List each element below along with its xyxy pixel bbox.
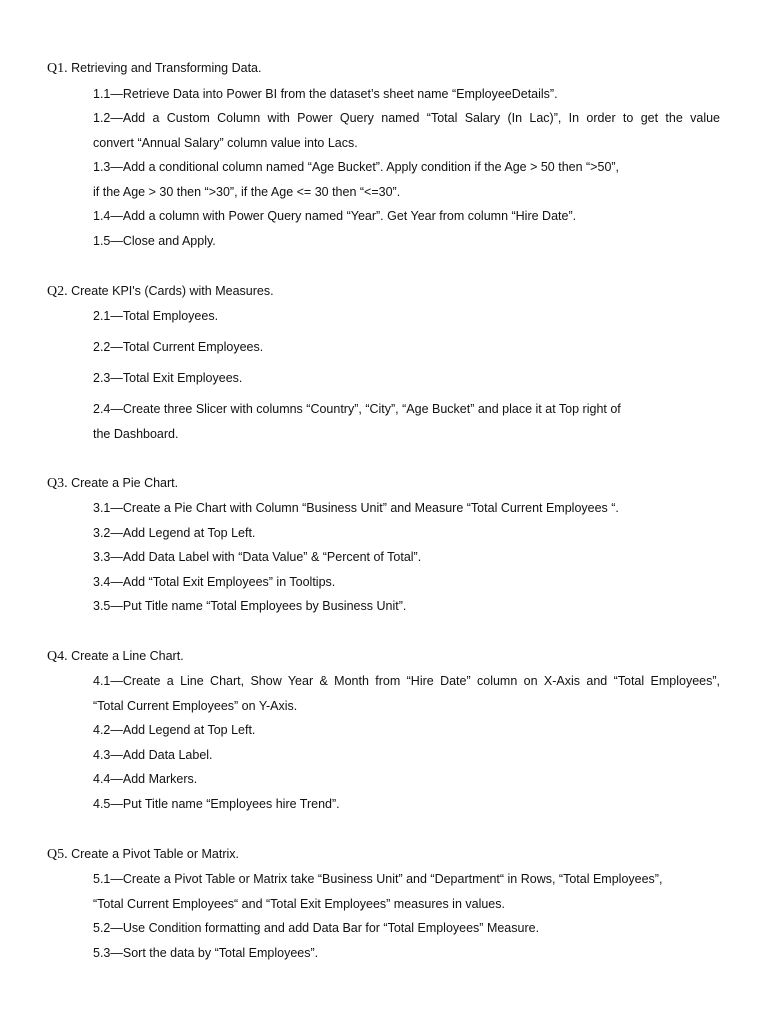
instruction-line: 2.3—Total Exit Employees.	[93, 371, 243, 385]
instruction-line: 5.2—Use Condition formatting and add Data Bar for “Total Employees” Measure.	[93, 921, 540, 935]
question-heading	[47, 846, 239, 863]
question-heading	[47, 648, 184, 665]
instruction-line: 3.3—Add Data Label with “Data Value” & “Percent of Total”.	[93, 550, 422, 564]
question-heading	[47, 475, 178, 492]
question-number: Q1.	[47, 61, 68, 76]
instruction-line: 2.2—Total Current Employees.	[93, 340, 264, 354]
instruction-line: 4.1—Create a Line Chart, Show Year & Month from “Hire Date” column on X-Axis and “Total Employees”,	[93, 674, 720, 688]
question-number: Q2.	[47, 284, 68, 299]
instruction-line: 3.2—Add Legend at Top Left.	[93, 526, 256, 540]
instruction-line: 1.3—Add a conditional column named “Age Bucket”. Apply condition if the Age > 50 then “>50”,	[93, 160, 620, 174]
instruction-line: if the Age > 30 then “>30”, if the Age <= 30 then “<=30”.	[93, 185, 401, 199]
instruction-line: 4.2—Add Legend at Top Left.	[93, 723, 256, 737]
instruction-line: 1.5—Close and Apply.	[93, 234, 216, 248]
instruction-line: 2.4—Create three Slicer with columns “Country”, “City”, “Age Bucket” and place it at Top right of	[93, 402, 621, 416]
question-number: Q3.	[47, 476, 68, 491]
question-title: Create a Pie Chart.	[71, 476, 179, 490]
question-number: Q4.	[47, 649, 68, 664]
instruction-line: 5.3—Sort the data by “Total Employees”.	[93, 946, 319, 960]
instruction-line: 2.1—Total Employees.	[93, 309, 219, 323]
question-title: Create a Pivot Table or Matrix.	[71, 847, 240, 861]
instruction-line: “Total Current Employees” on Y-Axis.	[93, 699, 298, 713]
question-title: Create a Line Chart.	[71, 649, 184, 663]
instruction-line: 5.1—Create a Pivot Table or Matrix take “Business Unit” and “Department“ in Rows, “Total Employees”,	[93, 872, 663, 886]
question-title: Create KPI's (Cards) with Measures.	[71, 284, 274, 298]
instruction-line: 1.4—Add a column with Power Query named “Year”. Get Year from column “Hire Date”.	[93, 209, 577, 223]
question-number: Q5.	[47, 847, 68, 862]
instruction-line: 1.2—Add a Custom Column with Power Query named “Total Salary (In Lac)”, In order to get the value	[93, 111, 720, 125]
instruction-line: convert “Annual Salary” column value into Lacs.	[93, 136, 358, 150]
question-heading	[47, 60, 261, 77]
question-title: Retrieving and Transforming Data.	[71, 61, 262, 75]
instruction-line: 3.4—Add “Total Exit Employees” in Tooltips.	[93, 575, 336, 589]
instruction-line: 4.4—Add Markers.	[93, 772, 198, 786]
instruction-line: the Dashboard.	[93, 427, 179, 441]
instruction-line: “Total Current Employees“ and “Total Exit Employees” measures in values.	[93, 897, 505, 911]
instruction-line: 3.1—Create a Pie Chart with Column “Business Unit” and Measure “Total Current Employees “.	[93, 501, 619, 515]
instruction-line: 1.1—Retrieve Data into Power BI from the dataset’s sheet name “EmployeeDetails”.	[93, 87, 558, 101]
instruction-line: 4.5—Put Title name “Employees hire Trend”.	[93, 797, 340, 811]
instruction-line: 3.5—Put Title name “Total Employees by Business Unit”.	[93, 599, 407, 613]
question-heading	[47, 283, 274, 300]
instruction-line: 4.3—Add Data Label.	[93, 748, 213, 762]
